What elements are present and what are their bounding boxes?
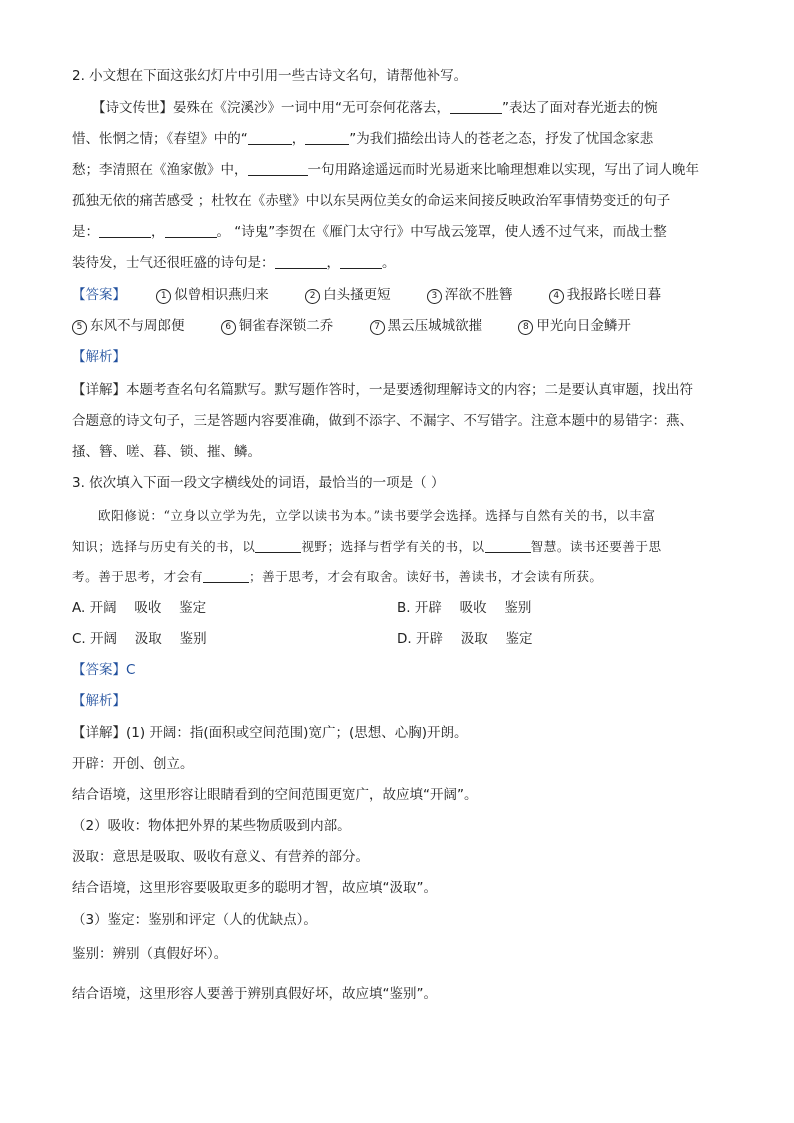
answer-blank xyxy=(340,254,382,269)
answer-blank xyxy=(248,130,292,145)
q3-passage-line-3: 考。善于思考，才会有 ；善于思考，才会有取舍。读好书，善读书，才会读有所获。 xyxy=(72,569,603,584)
answer-blank xyxy=(255,538,301,553)
q2-answer-row-2 xyxy=(72,316,631,336)
option-d: D. 开辟 汲取 鉴定 xyxy=(397,631,533,647)
answer-blank xyxy=(203,568,249,583)
answer-item: 2 白头搔更短 xyxy=(305,285,391,305)
q3-title: 3. 依次填入下面一段文字横线处的词语，最恰当的一项是（ ） xyxy=(72,475,445,491)
answer-item: 5 东风不与周郎便 xyxy=(72,316,185,336)
answer-blank xyxy=(165,223,217,238)
q3-detail-line-5: 汲取：意思是吸取、吸收有意义、有营养的部分。 xyxy=(72,849,369,865)
q2-detail-line-2: 合题意的诗文句子，三是答题内容要准确，做到不添字、不漏字、不写错字。注意本题中的易错字：燕、 xyxy=(72,413,693,429)
q3-detail-line-2: 开辟：开创、创立。 xyxy=(72,756,194,772)
answer-item: 1 似曾相识燕归来 xyxy=(156,285,269,305)
answer-blank xyxy=(485,538,531,553)
answer-blank xyxy=(99,223,151,238)
answer-item: 4 我报路长嗟日暮 xyxy=(549,285,662,305)
q3-detail-line-3: 结合语境，这里形容让眼睛看到的空间范围更宽广，故应填“开阔”。 xyxy=(72,787,478,803)
q3-detail-line-6: 结合语境，这里形容要吸取更多的聪明才智，故应填“汲取”。 xyxy=(72,880,437,896)
option-c: C. 开阔 汲取 鉴别 xyxy=(72,631,207,647)
answer-blank xyxy=(248,161,308,176)
q3-detail-line-7: （3）鉴定：鉴别和评定（人的优缺点）。 xyxy=(72,912,317,928)
answer-item: 6 铜雀春深锁二乔 xyxy=(221,316,334,336)
q2-answer-row-1 xyxy=(72,285,661,305)
q2-analysis-label: 【解析】 xyxy=(72,349,126,365)
q2-para-line-5: 是： ， 。 “诗鬼”李贺在《雁门太守行》中写战云笼罩，使人透不过气来，而战士整 xyxy=(72,224,667,240)
q3-passage-line-1: 欧阳修说：“立身以立学为先，立学以读书为本。”读书要学会选择。选择与自然有关的书，以丰富 xyxy=(98,508,656,523)
q2-para-line-1: 【诗文传世】晏殊在《浣溪沙》一词中用“无可奈何花落去， ”表达了面对春光逝去的惋 xyxy=(92,100,658,116)
q2-para-line-2: 惜、怅惘之情；《春望》中的“ ， ”为我们描绘出诗人的苍老之态，抒发了忧国念家悲 xyxy=(72,131,654,147)
option-a: A. 开阔 吸收 鉴定 xyxy=(72,600,207,616)
q3-answer: 【答案】C xyxy=(72,662,136,678)
answer-blank xyxy=(450,99,502,114)
answer-label: 【答案】 xyxy=(72,287,126,303)
q2-para-line-4: 孤独无依的痛苦感受 ；杜牧在《赤壁》中以东吴两位美女的命运来间接反映政治军事情势变迁的句子 xyxy=(72,193,671,209)
answer-item: 7 黑云压城城欲摧 xyxy=(370,316,483,336)
q3-detail-line-4: （2）吸收：物体把外界的某些物质吸到内部。 xyxy=(72,818,351,834)
answer-item: 8 甲光向日金鳞开 xyxy=(518,316,631,336)
q3-analysis-label: 【解析】 xyxy=(72,693,126,709)
answer-blank xyxy=(305,130,349,145)
q3-passage-line-2: 知识；选择与历史有关的书，以 视野；选择与哲学有关的书，以 智慧。读书还要善于思 xyxy=(72,539,662,554)
q3-detail-line-8: 鉴别：辨别（真假好坏）。 xyxy=(72,946,228,962)
answer-item: 3 浑欲不胜簪 xyxy=(427,285,513,305)
q2-detail-line-3: 搔、簪、嗟、暮、锁、摧、鳞。 xyxy=(72,444,261,460)
q2-para-line-6: 装待发，士气还很旺盛的诗句是： ， 。 xyxy=(72,255,396,271)
q2-para-line-3: 愁；李清照在《渔家傲》中， 一句用路途遥远而时光易逝来比喻理想难以实现，写出了词人晚年 xyxy=(72,162,699,178)
option-b: B. 开辟 吸收 鉴别 xyxy=(397,600,532,616)
answer-blank xyxy=(275,254,327,269)
q2-detail-line-1: 【详解】本题考查名句名篇默写。默写题作答时，一是要透彻理解诗文的内容；二是要认真审题，找出符 xyxy=(72,382,693,398)
q3-detail-line-9: 结合语境，这里形容人要善于辨别真假好坏，故应填“鉴别”。 xyxy=(72,986,437,1002)
q3-detail-line-1: 【详解】(1) 开阔：指(面积或空间范围)宽广；(思想、心胸)开朗。 xyxy=(72,725,468,741)
q2-title: 2. 小文想在下面这张幻灯片中引用一些古诗文名句，请帮他补写。 xyxy=(72,68,468,84)
